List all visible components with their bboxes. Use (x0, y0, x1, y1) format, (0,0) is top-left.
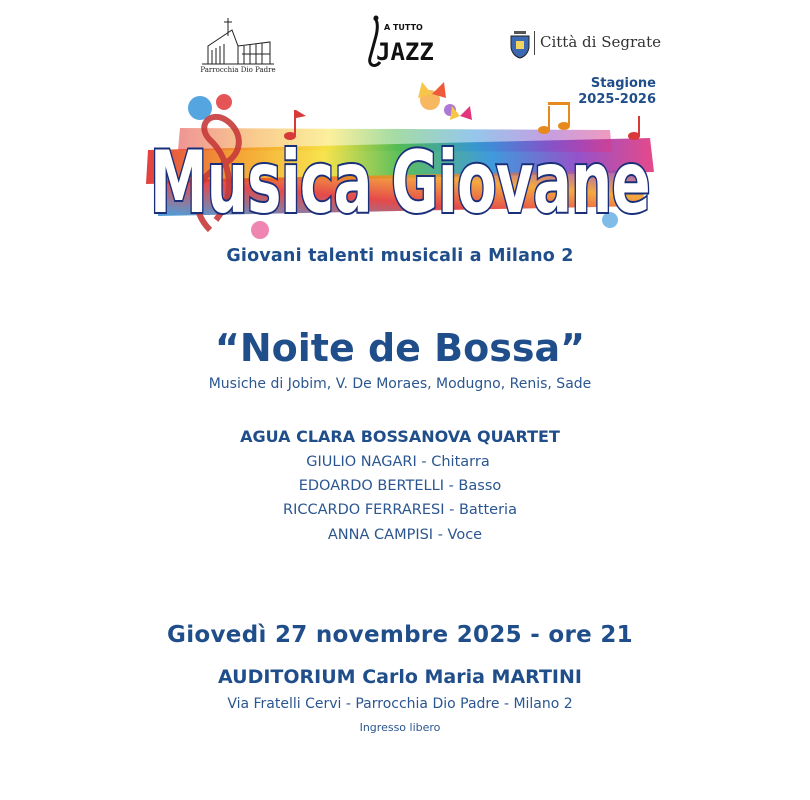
event-address: Via Fratelli Cervi - Parrocchia Dio Padre - Milano 2 (227, 696, 573, 712)
member-item: EDOARDO BERTELLI - Basso (298, 478, 502, 494)
subtitle: Giovani talenti musicali a Milano 2 (226, 246, 574, 266)
event-date: Giovedì 27 novembre 2025 - ore 21 (167, 622, 633, 648)
jazz-big-text: JAZZ (376, 38, 434, 66)
city-logo (506, 28, 666, 60)
main-title: Musica Giovane (150, 133, 650, 233)
saxophone-icon (356, 14, 434, 72)
jazz-logo (356, 14, 434, 72)
entry-note: Ingresso libero (359, 721, 441, 734)
church-logo-icon (198, 16, 278, 68)
city-crest-icon (508, 29, 532, 59)
member-item: GIULIO NAGARI - Chitarra (306, 454, 490, 470)
member-item: RICCARDO FERRARESI - Batteria (283, 502, 517, 518)
parish-logo (198, 16, 278, 76)
city-separator (534, 31, 535, 55)
season-word: Stagione (590, 76, 656, 91)
jazz-small-text: A TUTTO (384, 23, 423, 32)
parish-caption: Parrocchia Dio Padre (200, 66, 276, 74)
member-item: ANNA CAMPISI - Voce (327, 527, 483, 543)
banner-artwork (140, 80, 660, 250)
season-years: 2025-2026 (578, 92, 656, 107)
event-venue: AUDITORIUM Carlo Maria MARTINI (218, 666, 582, 688)
ensemble-name: AGUA CLARA BOSSANOVA QUARTET (240, 427, 560, 446)
concert-title: “Noite de Bossa” (214, 326, 586, 370)
city-name: Città di Segrate (540, 33, 661, 51)
program-description: Musiche di Jobim, V. De Moraes, Modugno, Renis, Sade (208, 376, 592, 392)
